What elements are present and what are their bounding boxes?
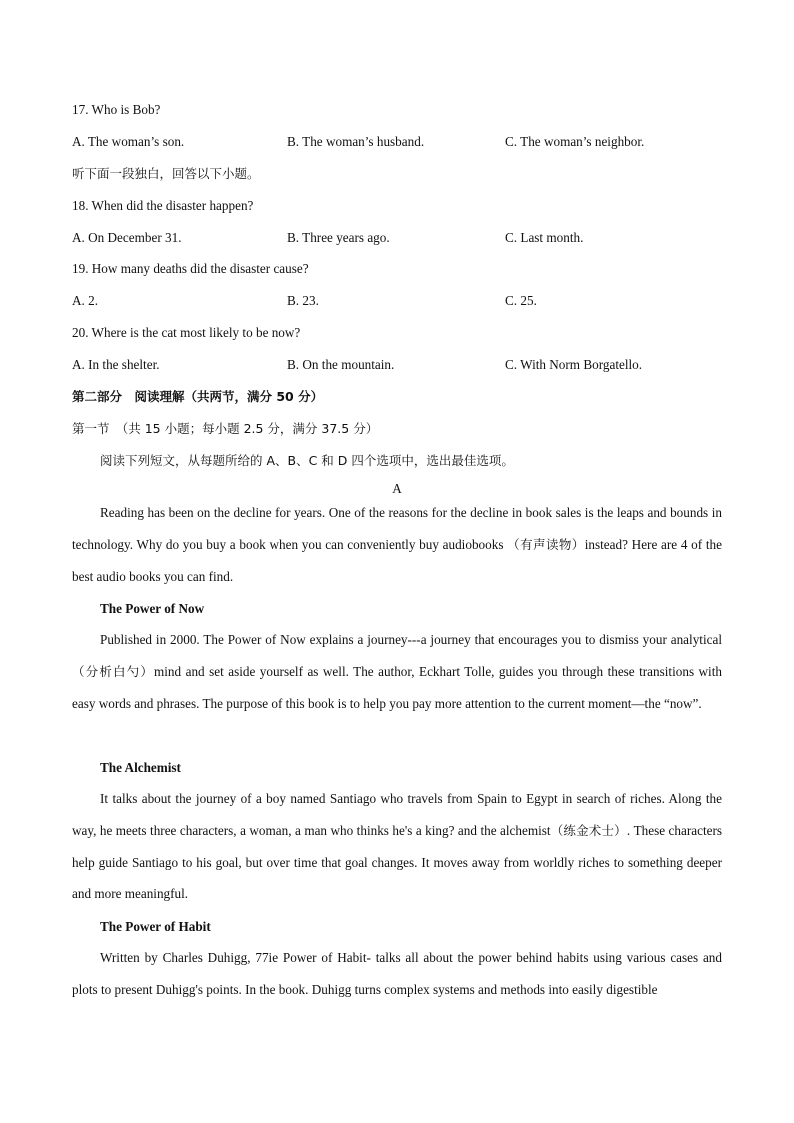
reading-instruction: 阅读下列短文，从每题所给的 A、B、C 和 D 四个选项中，选出最佳选项。 — [100, 453, 514, 468]
q17-option-c: C. The woman’s neighbor. — [505, 134, 645, 149]
book-title-power-of-habit: The Power of Habit — [100, 919, 211, 934]
q17-option-a: A. The woman’s son. — [72, 134, 185, 149]
q20-option-c: C. With Norm Borgatello. — [505, 357, 643, 372]
q19-option-c: C. 25. — [505, 293, 537, 308]
q17-option-b: B. The woman’s husband. — [287, 134, 425, 149]
listening-instruction: 听下面一段独白，回答以下小题。 — [72, 166, 260, 181]
question-19: 19. How many deaths did the disaster cause? — [72, 261, 309, 276]
passage-label: A — [392, 481, 402, 496]
question-20: 20. Where is the cat most likely to be now? — [72, 325, 301, 340]
question-18: 18. When did the disaster happen? — [72, 198, 254, 213]
book-text-power-of-now: Published in 2000. The Power of Now explains a journey---a journey that encourages you to dismiss your analytical （分析白勺）mind and set aside yourself as well. The author, Eckhart Tolle, guides you through these transitions with easy words and phrases. The purpose of this book is to help you pay more attention to the current moment—the “now”. — [72, 632, 722, 711]
book-text-power-of-habit: Written by Charles Duhigg, 77ie Power of Habit- talks all about the power behind habits using various cases and plots to present Duhigg's points. In the book. Duhigg turns complex systems and methods into easily digestible — [72, 950, 722, 997]
q20-option-b: B. On the mountain. — [287, 357, 395, 372]
q18-option-b: B. Three years ago. — [287, 230, 390, 245]
q18-option-c: C. Last month. — [505, 230, 584, 245]
book-title-alchemist: The Alchemist — [100, 760, 181, 775]
question-17: 17. Who is Bob? — [72, 102, 161, 117]
passage-intro: Reading has been on the decline for years. One of the reasons for the decline in book sales is the leaps and bounds in technology. Why do you buy a book when you can conveniently buy audiobooks （有声读物）instead? Here are 4 of the best audio books you can find. — [72, 505, 722, 584]
q19-option-a: A. 2. — [72, 293, 99, 308]
q20-option-a: A. In the shelter. — [72, 357, 160, 372]
book-title-power-of-now: The Power of Now — [100, 601, 205, 616]
q18-option-a: A. On December 31. — [72, 230, 182, 245]
part2-title: 第二部分 阅读理解（共两节，满分 50 分） — [72, 389, 324, 404]
q19-option-b: B. 23. — [287, 293, 319, 308]
section1-heading: 第一节 （共 15 小题；每小题 2.5 分，满分 37.5 分） — [72, 421, 379, 436]
book-text-alchemist: It talks about the journey of a boy named Santiago who travels from Spain to Egypt in search of riches. Along the way, he meets three characters, a woman, a man who thinks he's a king? and the alchemist（练金术士）. These characters help guide Santiago to his goal, but over time that goal changes. It moves away from worldly riches to something deeper and more meaningful. — [72, 791, 722, 902]
